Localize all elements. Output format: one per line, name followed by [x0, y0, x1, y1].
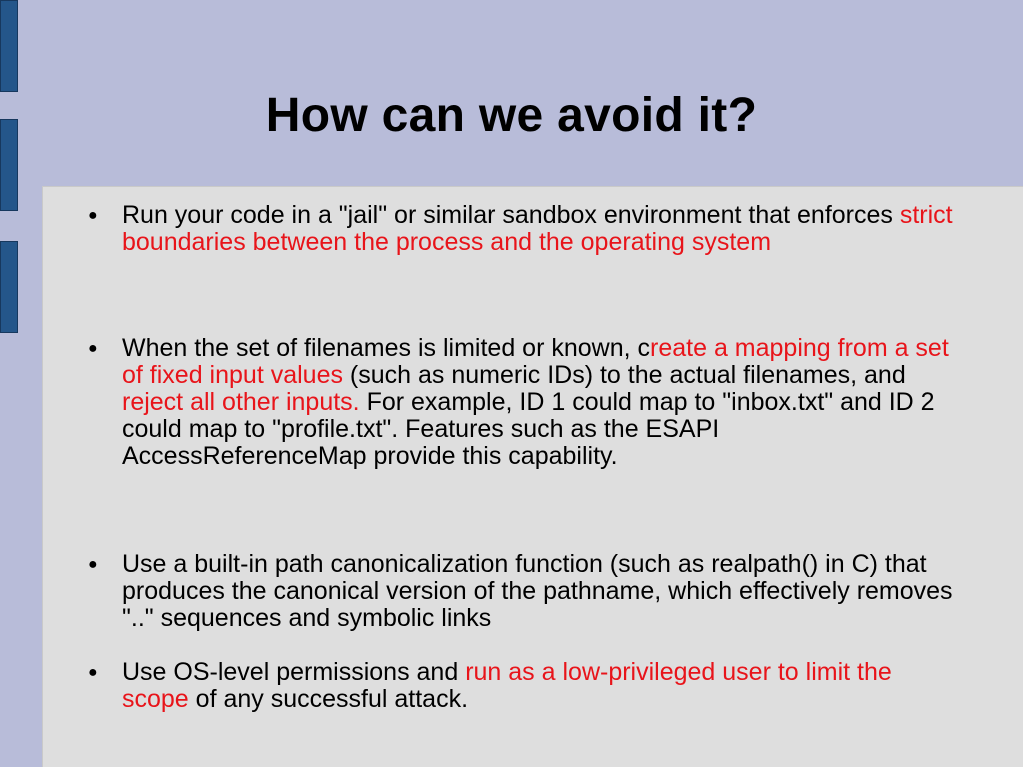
bullet-text: [122, 335, 962, 470]
text-segment: of any successful attack.: [188, 685, 469, 713]
bullet-dot-icon: ●: [88, 340, 98, 357]
content-panel: [42, 186, 1023, 767]
bullet-text: [122, 202, 962, 256]
highlighted-text: run as a low-privileged user to limit the scope: [122, 658, 892, 713]
highlighted-text: strict boundaries between the process and the operating system: [122, 201, 953, 256]
text-segment: When the set of filenames is limited or known, c: [122, 334, 651, 362]
slide-title: How can we avoid it?: [265, 89, 758, 142]
bullet-text: [122, 659, 962, 713]
text-segment: For example, ID 1 could map to "inbox.txt" and ID 2 could map to "profile.txt". Features such as the ESAPI AccessReferenceMap provide this capability.: [122, 388, 935, 470]
bullet-dot-icon: ●: [88, 207, 98, 224]
bullet-dot-icon: ●: [88, 556, 98, 573]
side-bar-bottom: [0, 241, 18, 333]
highlighted-text: reate a mapping from a set of fixed input values: [122, 334, 949, 389]
bullet-text: [122, 551, 962, 632]
text-segment: Run your code in a "jail" or similar sandbox environment that enforces: [122, 201, 900, 229]
text-segment: Use a built-in path canonicalization function (such as realpath() in C) that produces the canonical version of the pathname, which effectively removes ".." sequences and symbolic links: [122, 550, 953, 632]
highlighted-text: reject all other inputs.: [122, 388, 360, 416]
text-segment: Use OS-level permissions and: [122, 658, 466, 686]
side-bar-top: [0, 0, 18, 92]
bullet-dot-icon: ●: [88, 664, 98, 681]
text-segment: (such as numeric IDs) to the actual filenames, and: [342, 361, 906, 389]
